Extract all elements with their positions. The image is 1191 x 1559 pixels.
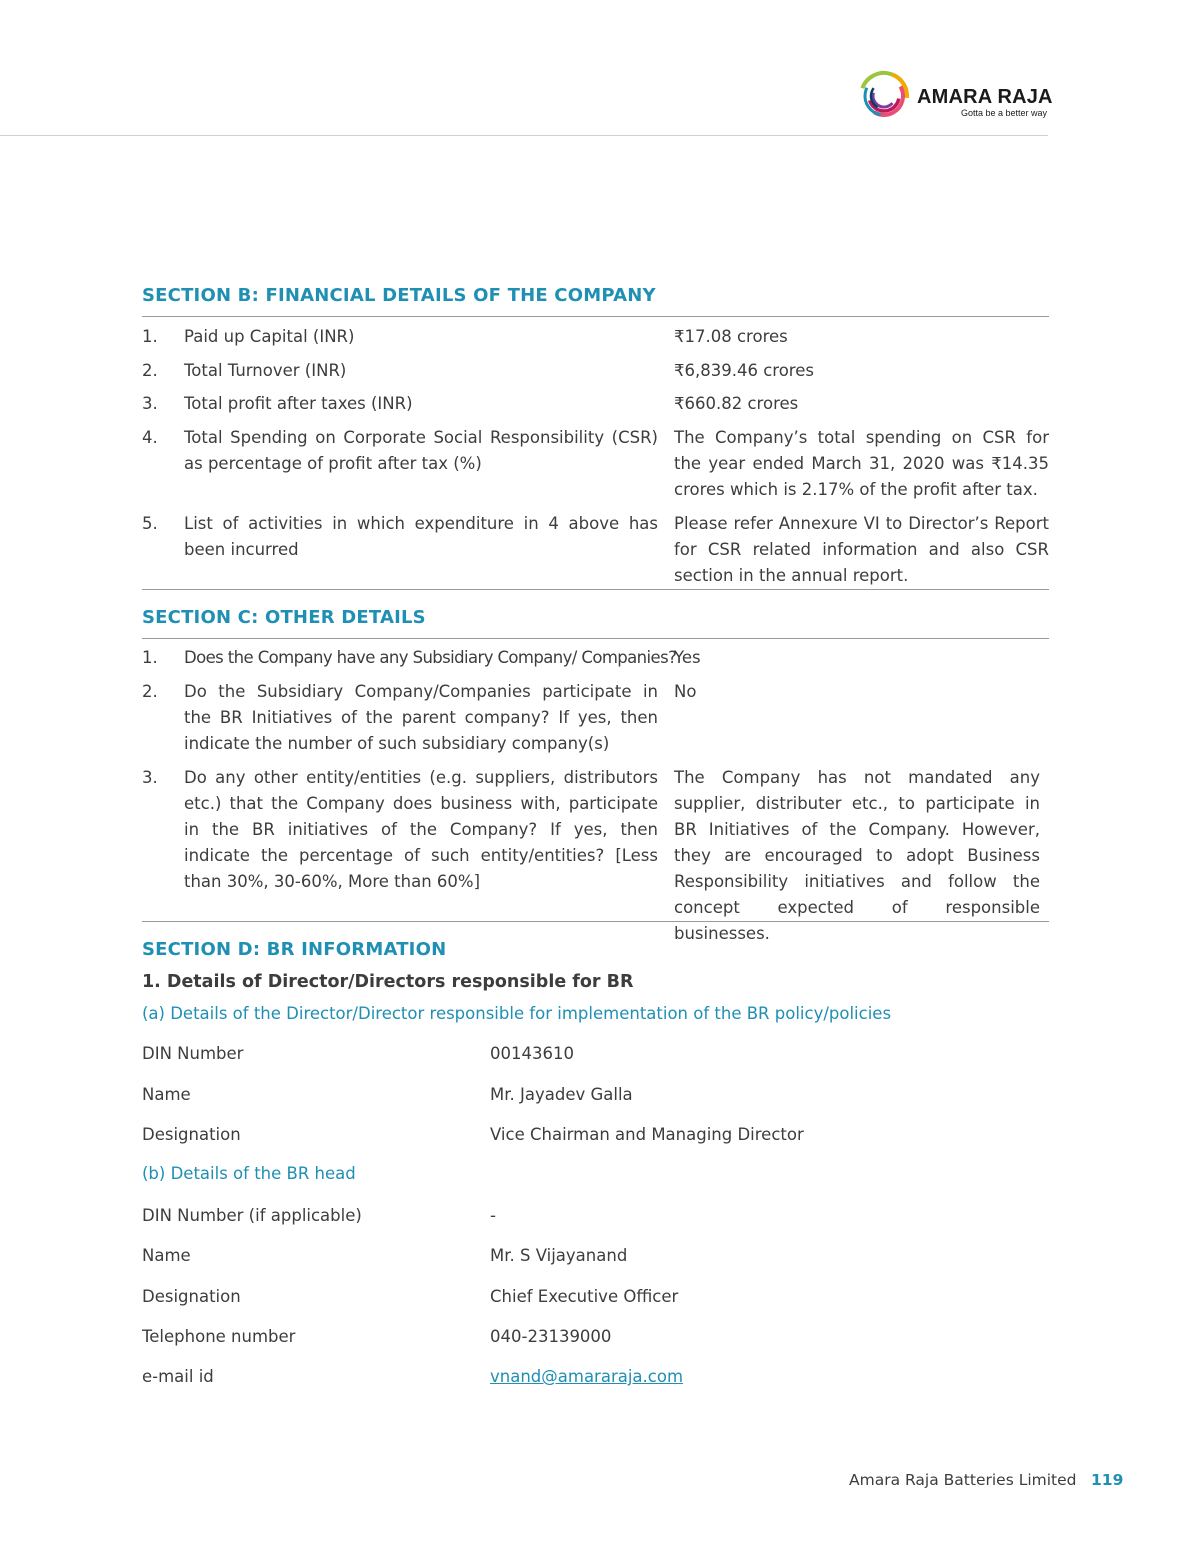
detail-value: Mr. Jayadev Galla <box>490 1085 633 1104</box>
detail-value: - <box>490 1206 496 1225</box>
brand-logo <box>858 70 1053 124</box>
section-d-subheading: 1. Details of Director/Directors responsible for BR <box>142 972 634 992</box>
row-number: 2. <box>142 361 158 380</box>
detail-label: Designation <box>142 1125 241 1144</box>
footer-company-name: Amara Raja Batteries Limited <box>849 1471 1077 1489</box>
detail-value: 00143610 <box>490 1044 574 1063</box>
detail-value: Mr. S Vijayanand <box>490 1246 628 1265</box>
section-d-title: SECTION D: BR INFORMATION <box>142 939 447 960</box>
detail-value: 040-23139000 <box>490 1327 612 1346</box>
row-number: 2. <box>142 682 158 701</box>
header-divider <box>0 135 1048 136</box>
row-number: 5. <box>142 514 158 533</box>
detail-label: Name <box>142 1246 191 1265</box>
row-answer: ₹17.08 crores <box>674 327 788 346</box>
row-number: 4. <box>142 428 158 447</box>
row-question: List of activities in which expenditure in 4 above has been incurred <box>184 514 658 559</box>
part-a-title: (a) Details of the Director/Director responsible for implementation of the BR policy/policies <box>142 1004 892 1023</box>
row-answer: No <box>674 682 697 701</box>
detail-label: DIN Number (if applicable) <box>142 1206 362 1225</box>
brand-name: AMARA RAJA <box>917 86 1053 108</box>
detail-label: DIN Number <box>142 1044 244 1063</box>
detail-label: Name <box>142 1085 191 1104</box>
section-b-top-rule <box>142 316 1049 317</box>
section-c-bottom-rule <box>142 921 1049 922</box>
row-number: 1. <box>142 327 158 346</box>
row-question: Do any other entity/entities (e.g. suppliers, distributors etc.) that the Company does business with, participate in the BR initiatives of the Company? If yes, then indicate the percentage of such entity/entities? [Less than 30%, 30-60%, More than 60%] <box>184 768 658 891</box>
row-number: 3. <box>142 768 158 787</box>
detail-label: Designation <box>142 1287 241 1306</box>
section-b-bottom-rule <box>142 589 1049 590</box>
section-b-title: SECTION B: FINANCIAL DETAILS OF THE COMPANY <box>142 285 656 306</box>
row-question: Does the Company have any Subsidiary Company/ Companies? <box>184 648 677 667</box>
row-question: Paid up Capital (INR) <box>184 327 355 346</box>
detail-label: Telephone number <box>142 1327 296 1346</box>
detail-value: Chief Executive Officer <box>490 1287 679 1306</box>
row-question: Total Spending on Corporate Social Responsibility (CSR) as percentage of profit after tax (%) <box>184 428 658 473</box>
row-question: Total profit after taxes (INR) <box>184 394 413 413</box>
row-answer: Yes <box>674 648 701 667</box>
brand-tagline: Gotta be a better way <box>961 108 1048 118</box>
part-b-title: (b) Details of the BR head <box>142 1164 356 1183</box>
row-question: Total Turnover (INR) <box>184 361 347 380</box>
detail-value: Vice Chairman and Managing Director <box>490 1125 804 1144</box>
row-answer: ₹6,839.46 crores <box>674 361 814 380</box>
row-answer: The Company has not mandated any supplier, distributer etc., to participate in BR Initiatives of the Company. However, they are encouraged to adopt Business Responsibility initiatives and follow the concept expected of responsible businesses. <box>674 768 1040 943</box>
page-number: 119 <box>1091 1471 1124 1489</box>
row-answer: The Company’s total spending on CSR for the year ended March 31, 2020 was ₹14.35 crores which is 2.17% of the profit after tax. <box>674 428 1049 499</box>
amara-raja-logo-icon <box>858 70 910 122</box>
row-answer: Please refer Annexure VI to Director’s Report for CSR related information and also CSR section in the annual report. <box>674 514 1049 585</box>
section-c-title: SECTION C: OTHER DETAILS <box>142 607 426 628</box>
detail-label: e-mail id <box>142 1367 214 1386</box>
row-answer: ₹660.82 crores <box>674 394 799 413</box>
row-question: Do the Subsidiary Company/Companies participate in the BR Initiatives of the parent company? If yes, then indicate the number of such subsidiary company(s) <box>184 682 658 753</box>
section-c-top-rule <box>142 638 1049 639</box>
email-link[interactable]: vnand@amararaja.com <box>490 1367 684 1386</box>
row-number: 1. <box>142 648 158 667</box>
row-number: 3. <box>142 394 158 413</box>
